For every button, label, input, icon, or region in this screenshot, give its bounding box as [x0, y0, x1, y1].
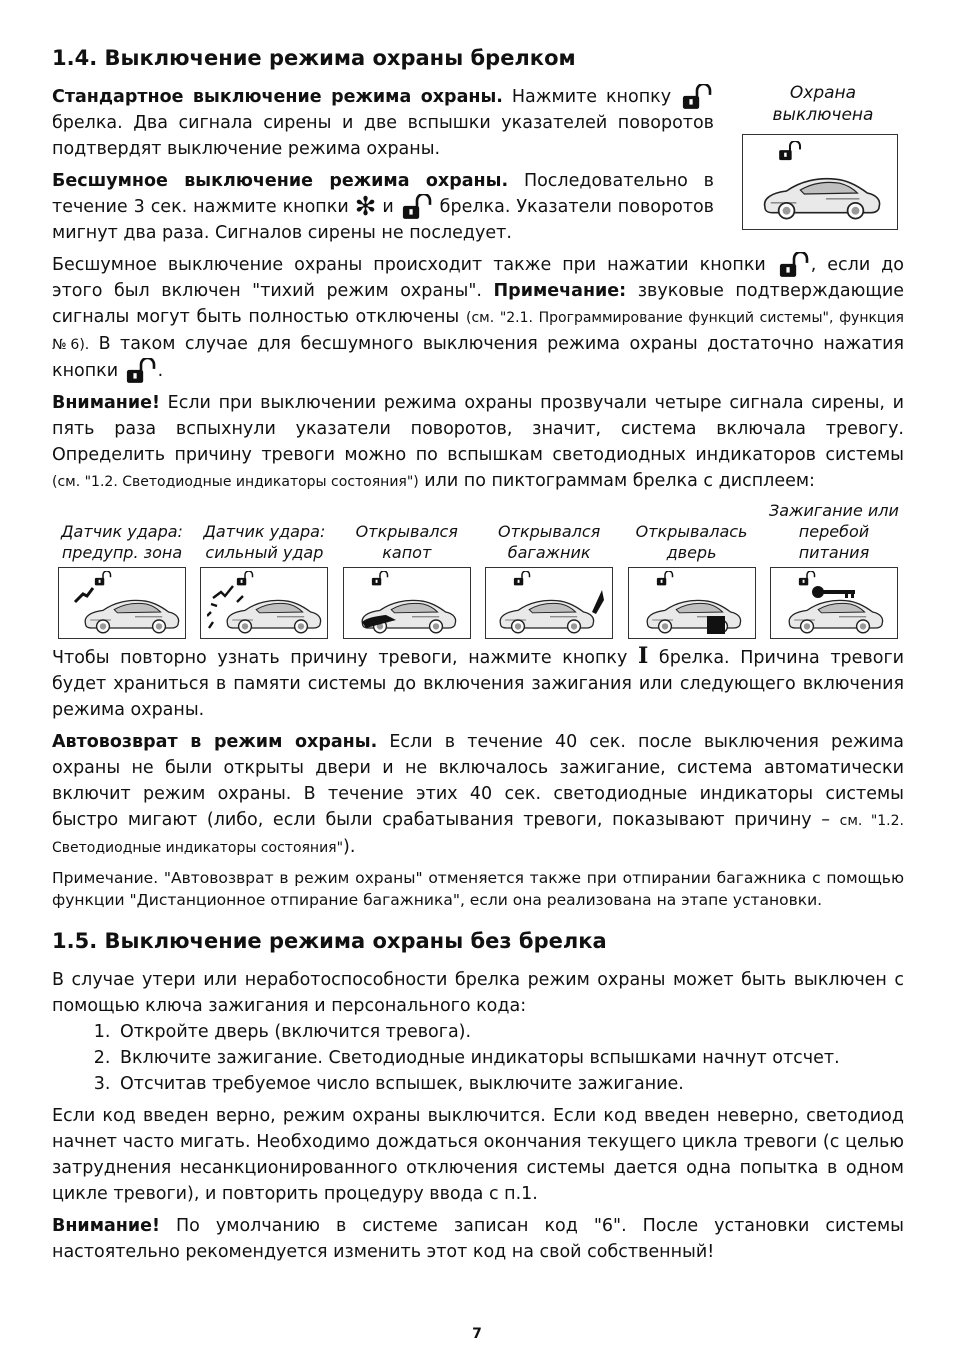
- default-code-text: По умолчанию в системе записан код "6". После установки системы настоятельно рекомендуется изменить этот код на свой собственный!: [52, 1216, 904, 1262]
- document-page: [52, 44, 904, 1265]
- silent-disarm-text-c: брелка. Указатели поворотов мигнут два раза. Сигналов сирены не последует.: [52, 197, 714, 243]
- hood-open-icon: [343, 567, 471, 639]
- silent-mode-text-b: , если до этого был включен "тихий режим охраны".: [52, 255, 904, 301]
- pictogram-caption: Зажигание или перебой питания: [769, 501, 899, 562]
- disarmed-caption-line1: Охрана: [789, 83, 857, 103]
- door-open-icon: [628, 567, 756, 639]
- silent-mode-text-c: звуковые подтверждающие сигналы могут быть полностью отключены: [52, 281, 904, 327]
- asterisk-button-icon: ✻: [354, 192, 377, 222]
- autoreturn-note: Примечание. "Автовозврат в режим охраны" отменяется также при отпирании багажника с помощью функции "Дистанционное отпирание багажника", если она реализована на этапе установки.: [52, 869, 904, 909]
- pictogram-caption: Датчик удара: сильный удар: [203, 522, 326, 562]
- unlock-button-icon: [124, 358, 158, 384]
- unlock-button-icon: [777, 252, 811, 278]
- disarmed-figure: [740, 82, 906, 230]
- reference-1-2: (см. "1.2. Светодиодные индикаторы состояния"): [52, 474, 419, 490]
- standard-disarm-heading: Стандартное выключение режима охраны.: [52, 87, 503, 107]
- pictogram-shock-strong: [194, 501, 334, 639]
- unlock-button-icon: [680, 84, 714, 110]
- reference-1-2: см. "1.2. Светодиодные индикаторы состояния": [52, 813, 904, 856]
- pictogram-ignition: [764, 501, 904, 639]
- silent-mode-text-a: Бесшумное выключение охраны происходит также при нажатии кнопки: [52, 255, 777, 275]
- list-item: 3. Отсчитав требуемое число вспышек, выключите зажигание.: [116, 1071, 904, 1097]
- pictogram-shock-warning: [52, 501, 192, 639]
- page-number: 7: [472, 1326, 482, 1342]
- standard-disarm-text-b: брелка. Два сигнала сирены и две вспышки указателей поворотов подтвердят выключение режима охраны.: [52, 113, 714, 159]
- pictogram-caption: Датчик удара: предупр. зона: [61, 522, 183, 562]
- alarm-pictogram-row: [52, 501, 904, 639]
- silent-mode-text-e: .: [157, 361, 164, 381]
- attention-text-a: Если при выключении режима охраны прозвучали четыре сигнала сирены, и пять раза вспыхнули указатели поворотов, значит, система включала тревогу. Определить причину тревоги можно по вспышкам светодиодных индикаторов системы: [52, 393, 904, 465]
- attention-text-b: или по пиктограммам брелка с дисплеем:: [418, 471, 815, 491]
- silent-disarm-heading: Бесшумное выключение режима охраны.: [52, 171, 509, 191]
- pictogram-trunk: [479, 501, 619, 639]
- section-1-5-title: 1.5. Выключение режима охраны без брелка: [52, 929, 607, 953]
- pictogram-hood: [337, 501, 477, 639]
- shock-strong-icon: [200, 567, 328, 639]
- disarmed-pictogram: [742, 134, 898, 230]
- list-item: 2. Включите зажигание. Светодиодные индикаторы вспышками начнут отсчет.: [116, 1045, 904, 1071]
- pictogram-caption: Открывался капот: [355, 522, 458, 562]
- silent-disarm-text-b: и: [376, 197, 400, 217]
- pictogram-door: [622, 501, 762, 639]
- pictogram-caption: Открывался багажник: [498, 522, 601, 562]
- silent-mode-text-d: В таком случае для бесшумного выключения режима охраны достаточно нажатия кнопки: [52, 334, 904, 381]
- ignition-icon: [770, 567, 898, 639]
- disarmed-caption-line2: выключена: [772, 105, 874, 125]
- pictogram-caption: Открывалась дверь: [635, 522, 748, 562]
- car-icon: [757, 163, 885, 223]
- section-1-4-title: 1.4. Выключение режима охраны брелком: [52, 46, 576, 70]
- attention-label: Внимание!: [52, 393, 161, 413]
- note-label: Примечание:: [493, 281, 627, 301]
- silent-disarm-paragraph: [52, 168, 714, 246]
- trunk-open-icon: [485, 567, 613, 639]
- attention-paragraph: [52, 390, 904, 495]
- attention-label: Внимание!: [52, 1216, 161, 1236]
- autoreturn-text-b: ).: [343, 837, 356, 857]
- button-i-icon: I: [637, 643, 649, 669]
- autoreturn-heading: Автовозврат в режим охраны.: [52, 732, 378, 752]
- standard-disarm-block: [52, 84, 904, 246]
- list-item: 1. Откройте дверь (включится тревога).: [116, 1019, 904, 1045]
- unlock-button-icon: [400, 194, 434, 220]
- shock-warning-icon: [58, 567, 186, 639]
- silent-mode-paragraph: [52, 252, 904, 384]
- result-paragraph: Если код введен верно, режим охраны выключится. Если код введен неверно, светодиод начнет часто мигать. Необходимо дождаться окончания текущего цикла тревоги (с целью затруднения несанкционированного отключения системы дается одна попытка в одном цикле тревоги), и повторить процедуру ввода с п.1.: [52, 1106, 904, 1204]
- default-code-attention: [52, 1213, 904, 1265]
- reference-2-1: (см. "2.1. Программирование функций системы", функция №6).: [52, 310, 904, 353]
- recall-text-b: брелка. Причина тревоги будет храниться в памяти системы до включения зажигания или следующего включения режима охраны.: [52, 648, 905, 720]
- autoreturn-paragraph: [52, 729, 904, 861]
- recall-paragraph: [52, 645, 904, 723]
- silent-disarm-text-a: Последовательно в течение 3 сек. нажмите кнопки: [52, 171, 714, 217]
- autoreturn-text-a: Если в течение 40 сек. после выключения режима охраны не были открыты двери и не включалось зажигание, система автоматически включит режим охраны. В течение этих 40 сек. светодиодные индикаторы системы быстро мигают (либо, если были срабатывания тревоги, показывают причину –: [52, 732, 905, 830]
- recall-text-a: Чтобы повторно узнать причину тревоги, нажмите кнопку: [52, 648, 638, 668]
- unlock-icon: [777, 141, 803, 161]
- steps-list: [52, 1019, 904, 1097]
- standard-disarm-text-a: Нажмите кнопку: [502, 87, 680, 107]
- standard-disarm-paragraph: [52, 84, 714, 162]
- section-1-5-intro: В случае утери или неработоспособности брелка режим охраны может быть выключен с помощью ключа зажигания и персонального кода:: [52, 970, 904, 1016]
